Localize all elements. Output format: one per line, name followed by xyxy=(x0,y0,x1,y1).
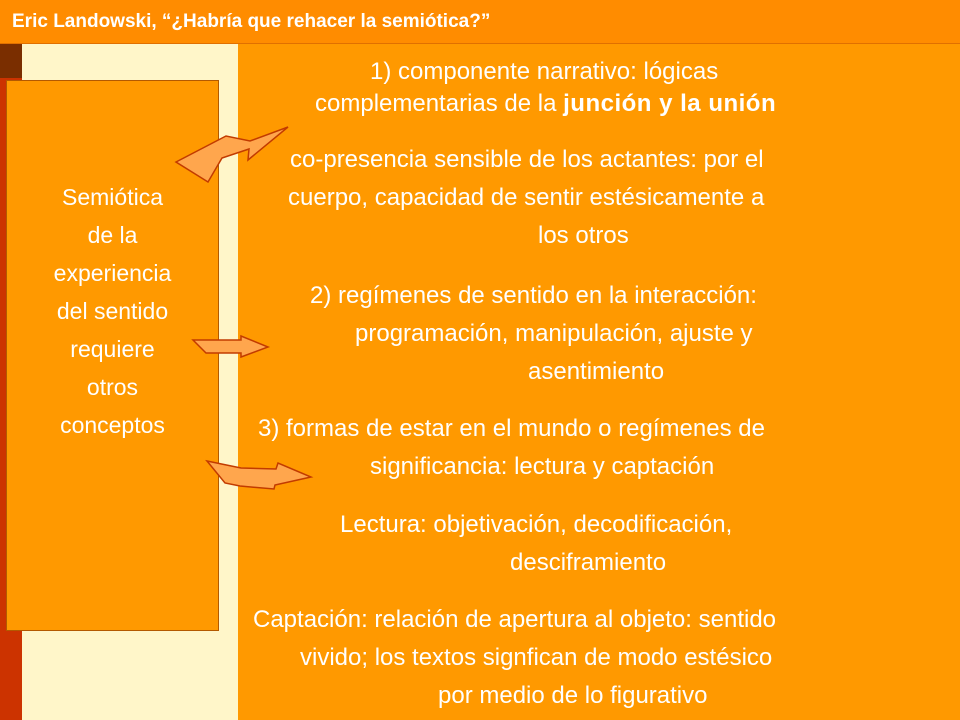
side-line: de la xyxy=(87,221,138,248)
decorative-strip-dark xyxy=(0,44,22,78)
p5-line2: desciframiento xyxy=(510,549,667,576)
side-line: conceptos xyxy=(60,411,165,438)
p3-line2: programación, manipulación, ajuste y xyxy=(355,320,753,347)
side-line: requiere xyxy=(70,335,155,362)
p4-line1: 3) formas de estar en el mundo o regímenes de xyxy=(258,415,765,442)
p3-line3: asentimiento xyxy=(528,358,665,385)
p4-line2: significancia: lectura y captación xyxy=(370,453,715,480)
p2-line3: los otros xyxy=(538,222,629,249)
p1-line1: 1) componente narrativo: lógicas xyxy=(370,58,719,85)
p5-line1: Lectura: objetivación, decodificación, xyxy=(340,511,733,538)
p6-line2: vivido; los textos signfican de modo estésico xyxy=(300,644,773,671)
side-line: Semiótica xyxy=(62,183,163,210)
p1-line2 xyxy=(315,90,776,118)
side-concept-text xyxy=(23,178,203,444)
slide-title: Eric Landowski, “¿Habría que rehacer la semiótica?” xyxy=(0,0,960,44)
p6-line3: por medio de lo figurativo xyxy=(438,682,708,709)
p2-line1: co-presencia sensible de los actantes: por el xyxy=(290,146,764,173)
p1-line2-bold: junción y la unión xyxy=(563,90,777,117)
side-line: del sentido xyxy=(56,297,169,324)
p6-line1: Captación: relación de apertura al objeto: sentido xyxy=(253,606,777,633)
side-line: otros xyxy=(86,373,139,400)
p3-line1: 2) regímenes de sentido en la interacción: xyxy=(310,282,757,309)
p1-line2-text: complementarias de la xyxy=(315,90,564,117)
side-concept-box xyxy=(6,80,219,631)
p2-line2: cuerpo, capacidad de sentir estésicamente a xyxy=(288,184,765,211)
side-line: experiencia xyxy=(53,259,172,286)
